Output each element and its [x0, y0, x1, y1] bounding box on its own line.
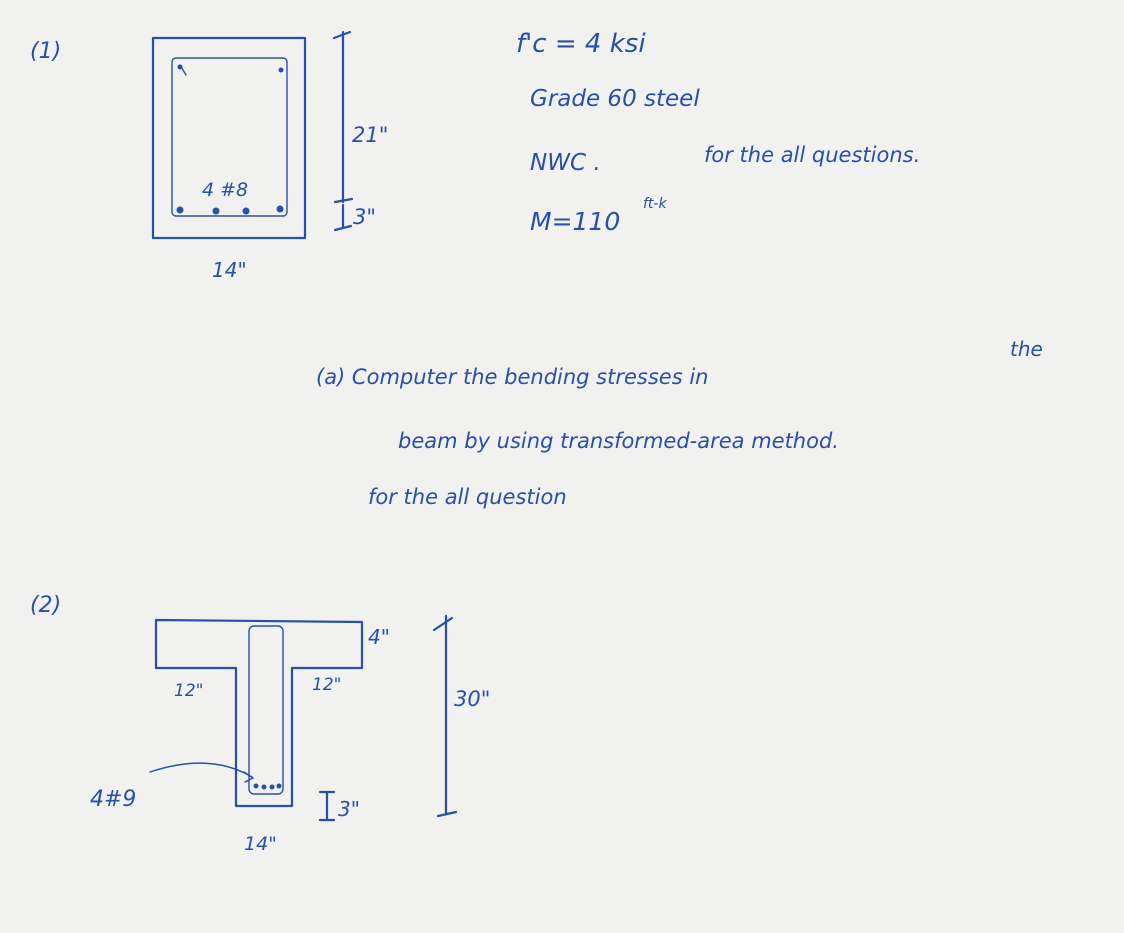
bottom-bar [213, 208, 220, 215]
problem-2-number: (2) [30, 593, 62, 618]
problem-1-number: (1) [30, 39, 62, 64]
cover-label: 3" [353, 205, 377, 229]
width-label: 14" [212, 258, 247, 282]
bottom-bar [243, 208, 250, 215]
bottom-bar [277, 206, 284, 213]
given-moment: M=110 [530, 207, 621, 236]
web-width-label: 14" [244, 833, 277, 855]
t-bottom-bar [262, 785, 267, 790]
t-height-label: 30" [454, 687, 491, 711]
height-label: 21" [352, 123, 389, 147]
t-bottom-bar [254, 784, 259, 789]
given-fc: f'c = 4 ksi [516, 29, 646, 59]
given-steel: Grade 60 steel [530, 86, 700, 112]
t-cover-label: 3" [338, 797, 360, 821]
dimension-tick [335, 199, 352, 202]
given-moment-unit: ft-k [643, 196, 667, 212]
flange-thickness-label: 4" [368, 625, 390, 649]
left-overhang-label: 12" [174, 681, 204, 701]
t-section-stirrup [249, 626, 283, 794]
dimension-tick [434, 618, 452, 630]
rect-bars-label: 4 #8 [202, 179, 249, 201]
top-bar-left [178, 65, 183, 70]
given-concrete: NWC . [530, 150, 601, 176]
task-line-3: for the all question [368, 485, 567, 509]
t-bottom-bar [270, 785, 275, 790]
task-line-1-end: the [1010, 337, 1043, 361]
t-bars-label: 4#9 [90, 787, 137, 812]
task-line-2: beam by using transformed-area method. [398, 429, 839, 453]
task-line-1: (a) Computer the bending stresses in [316, 365, 709, 389]
t-bottom-bar [277, 784, 282, 789]
t-section-outline [156, 620, 362, 806]
right-overhang-label: 12" [312, 675, 342, 695]
top-bar-right [279, 68, 284, 73]
bottom-bar [177, 207, 184, 214]
given-note: for the all questions. [704, 143, 921, 167]
